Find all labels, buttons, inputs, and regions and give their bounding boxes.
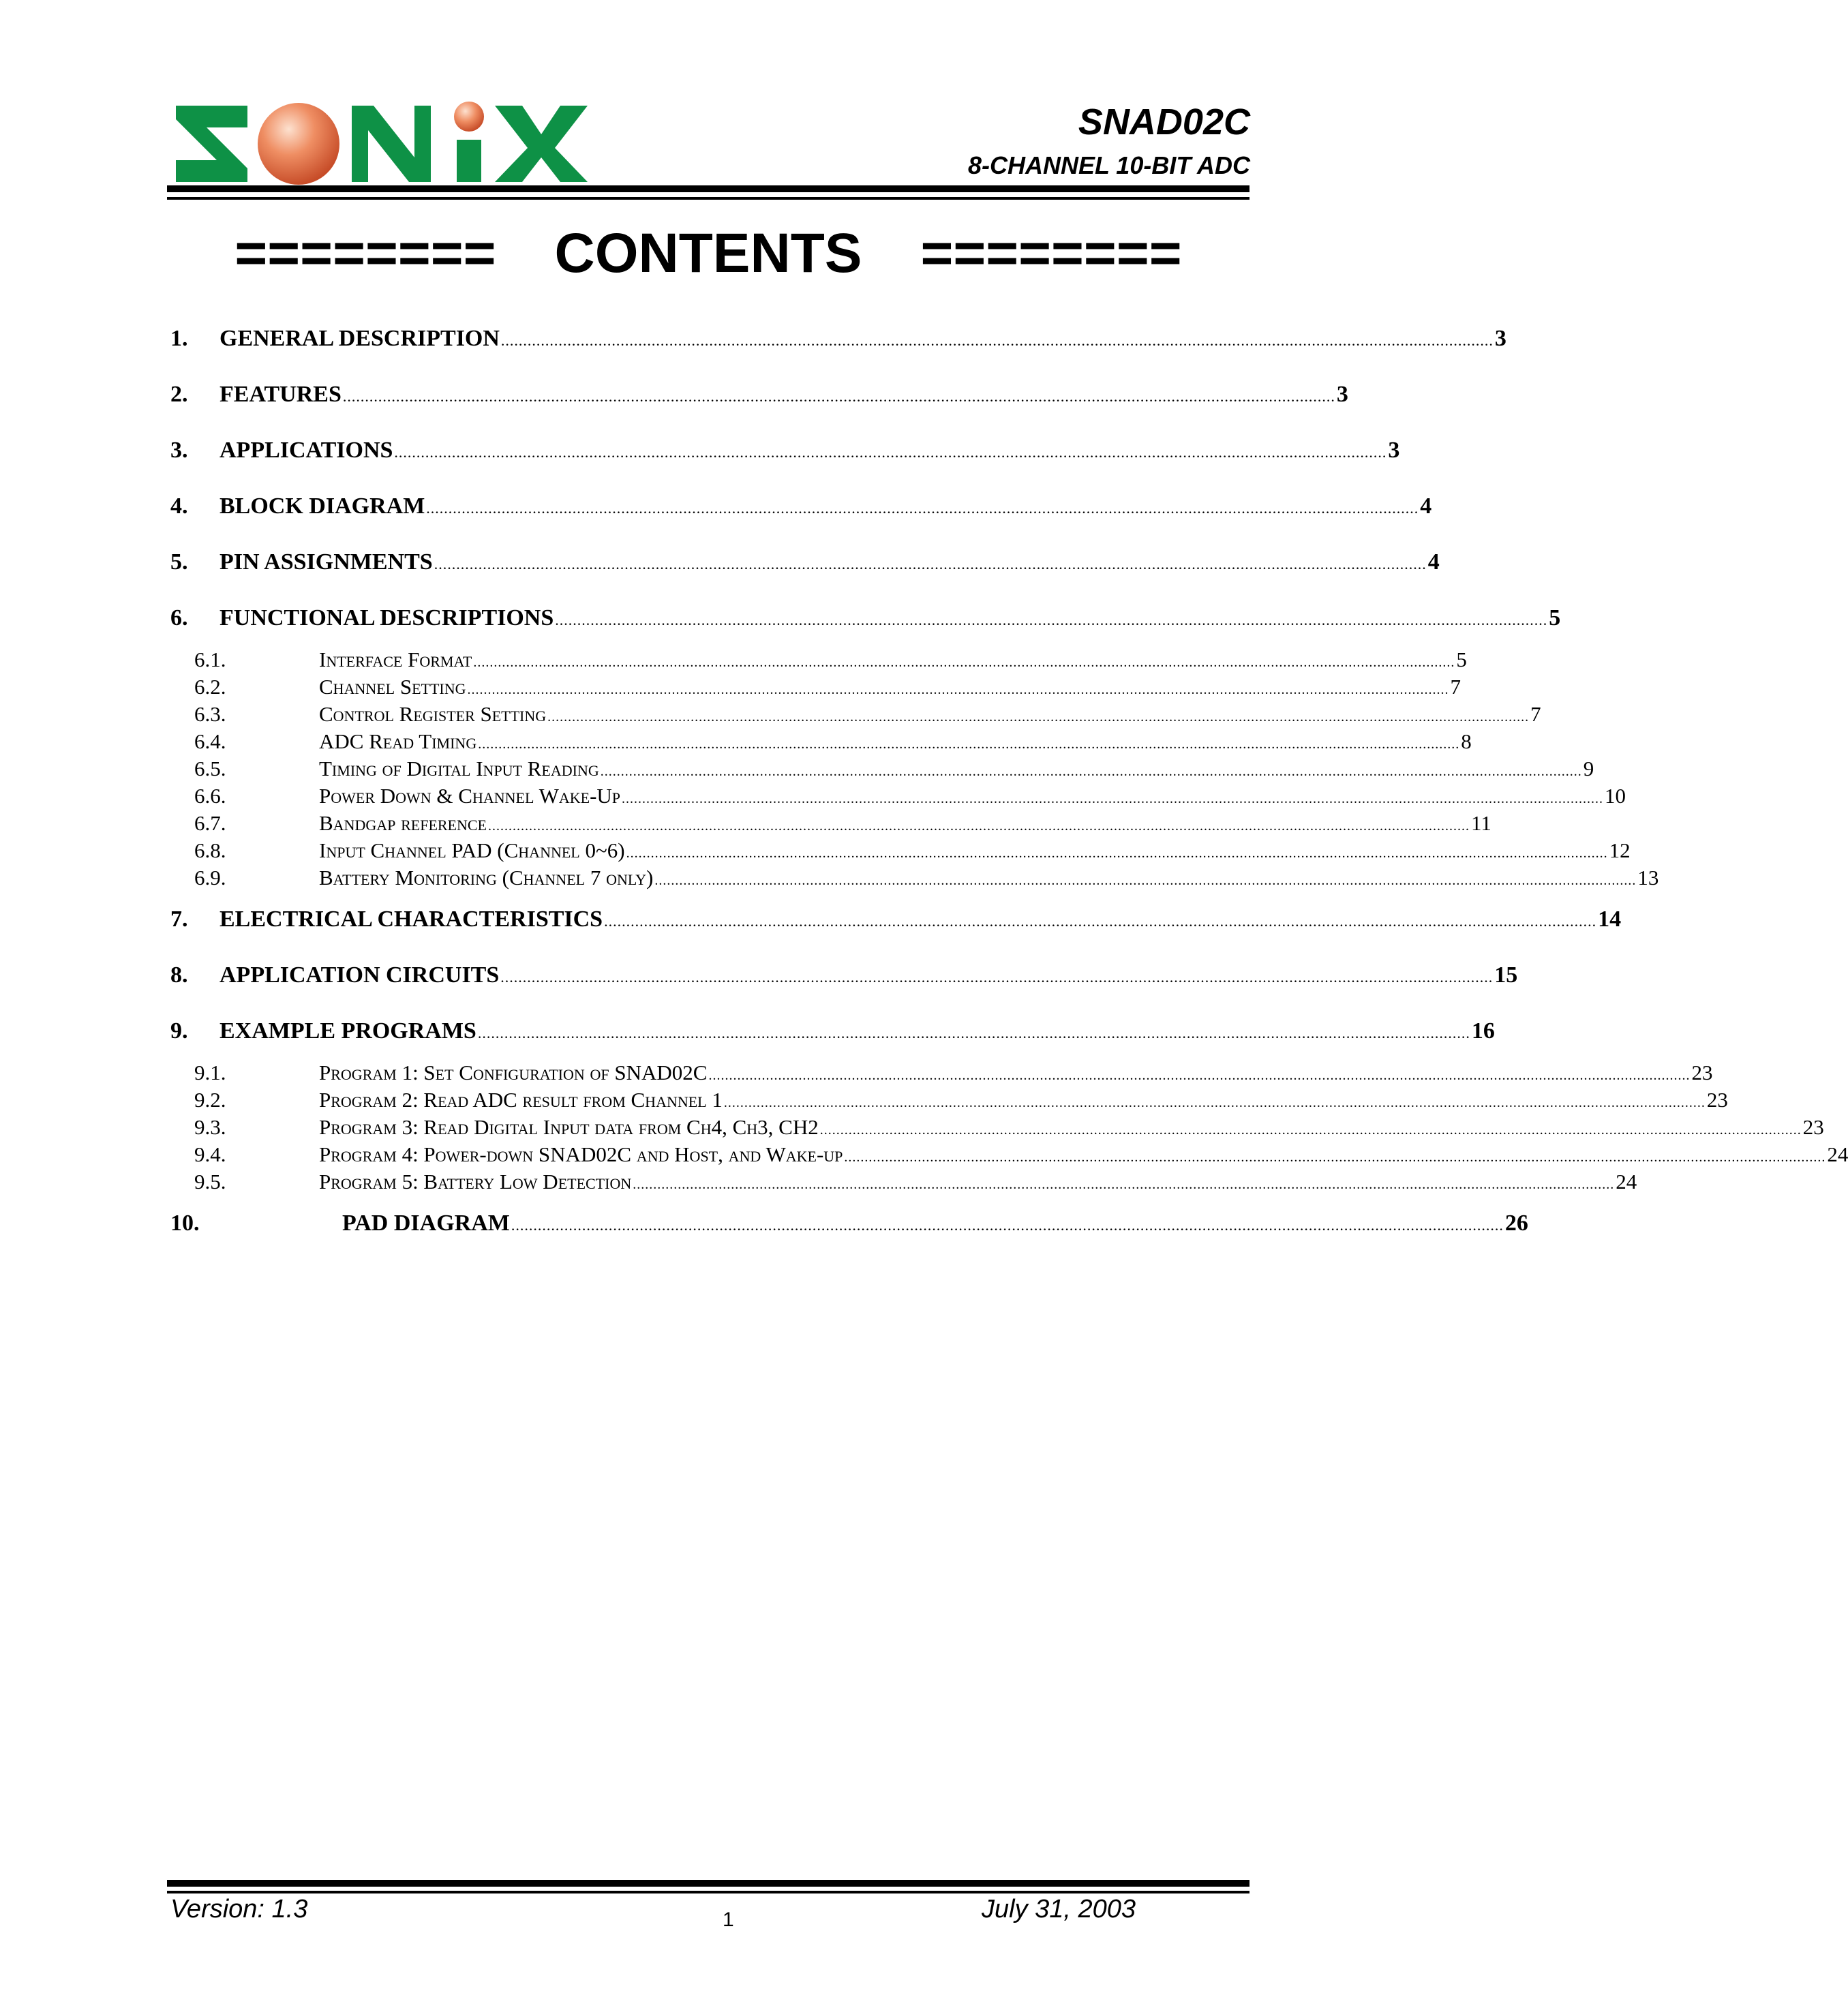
toc-page: 10 <box>1605 784 1626 808</box>
toc-page: 12 <box>1609 838 1631 862</box>
toc-page: 15 <box>1494 962 1518 988</box>
toc-leader: ................................................................................................................................................................................................................................ <box>500 969 1494 986</box>
toc-leader: ................................................................................................................................................................................................................................................ <box>478 737 1460 752</box>
toc-entry[interactable] <box>170 1018 1495 1044</box>
contents-deco-right: ======== <box>920 222 1182 284</box>
toc-subentry[interactable] <box>170 866 1659 890</box>
toc-entry[interactable] <box>170 1211 1528 1236</box>
toc-title: ELECTRICAL CHARACTERISTICS <box>219 907 603 932</box>
toc-number: 6.9. <box>194 866 226 889</box>
toc-number: 8. <box>170 962 188 988</box>
toc-title: Bandgap reference <box>319 811 487 835</box>
toc-title: FUNCTIONAL DESCRIPTIONS <box>219 605 554 630</box>
toc-entry[interactable] <box>170 326 1506 352</box>
toc-entry[interactable] <box>170 907 1622 932</box>
toc-leader: ................................................................................................................................................................................................................................................ <box>723 1095 1706 1110</box>
toc-leader: ................................................................................................................................................................................................................................................ <box>633 1177 1615 1192</box>
toc-page: 13 <box>1637 866 1659 889</box>
toc-number: 6.4. <box>194 729 226 753</box>
logo-letter-n <box>352 106 431 182</box>
toc-title: BLOCK DIAGRAM <box>219 493 425 519</box>
sonix-logo <box>169 92 592 184</box>
toc-page: 23 <box>1691 1061 1713 1084</box>
toc-page: 7 <box>1450 675 1461 699</box>
toc-title: Control Register Setting <box>319 702 547 726</box>
toc-title: Power Down & Channel Wake-Up <box>319 784 621 808</box>
toc-title: Program 1: Set Configuration of SNAD02C <box>319 1061 708 1084</box>
toc-page: 3 <box>1388 438 1400 463</box>
toc-title: PAD DIAGRAM <box>342 1211 510 1236</box>
toc-page: 11 <box>1471 811 1491 835</box>
toc-leader: ................................................................................................................................................................................................................................................ <box>547 710 1530 725</box>
toc-number: 5. <box>170 549 188 575</box>
toc-subentry[interactable] <box>170 729 1472 754</box>
toc-leader: ................................................................................................................................................................................................................................ <box>434 556 1427 573</box>
document-subtitle: 8-CHANNEL 10-BIT ADC <box>967 151 1250 179</box>
toc-subentry[interactable] <box>170 675 1461 699</box>
toc-title: Battery Monitoring (Channel 7 only) <box>319 866 654 889</box>
toc-leader: ................................................................................................................................................................................................................................ <box>604 913 1597 930</box>
toc-subentry[interactable] <box>170 784 1626 808</box>
logo-letter-i <box>454 102 484 182</box>
toc-page: 4 <box>1420 493 1432 519</box>
footer-rule-thick <box>167 1880 1249 1887</box>
toc-leader: ................................................................................................................................................................................................................................................ <box>654 873 1637 888</box>
toc-page: 4 <box>1427 549 1440 575</box>
logo-letter-x <box>495 106 588 182</box>
toc-number: 6.8. <box>194 838 226 862</box>
document-title: SNAD02C <box>1078 102 1250 142</box>
header-rule-thick <box>167 185 1249 192</box>
toc-number: 6.1. <box>194 648 226 671</box>
toc-leader: ................................................................................................................................................................................................................................................ <box>473 655 1455 670</box>
toc-entry[interactable] <box>170 382 1348 408</box>
toc-title: Program 4: Power-down SNAD02C and Host, and Wake-up <box>319 1142 843 1166</box>
toc-entry[interactable] <box>170 549 1440 575</box>
toc-page: 5 <box>1549 605 1561 630</box>
toc-title: EXAMPLE PROGRAMS <box>219 1018 476 1044</box>
toc-number: 10. <box>170 1211 200 1236</box>
toc-subentry[interactable] <box>170 838 1631 863</box>
header-rule-thin <box>167 197 1249 200</box>
toc-leader: ................................................................................................................................................................................................................................ <box>426 500 1419 517</box>
toc-title: GENERAL DESCRIPTION <box>219 326 500 351</box>
toc-title: Program 2: Read ADC result from Channel 1 <box>319 1088 723 1112</box>
toc-number: 9.2. <box>194 1088 226 1112</box>
toc-entry[interactable] <box>170 962 1518 988</box>
toc-leader: ................................................................................................................................................................................................................................................ <box>488 819 1470 834</box>
logo-letter-s <box>176 106 247 182</box>
toc-title: APPLICATIONS <box>219 438 393 463</box>
toc-number: 6.3. <box>194 702 226 726</box>
toc-number: 6.5. <box>194 757 226 780</box>
toc-number: 4. <box>170 493 188 519</box>
toc-number: 2. <box>170 382 188 407</box>
toc-subentry[interactable] <box>170 757 1594 781</box>
toc-page: 24 <box>1616 1170 1637 1193</box>
toc-subentry[interactable] <box>170 811 1491 836</box>
toc-title: PIN ASSIGNMENTS <box>219 549 433 575</box>
toc-subentry[interactable] <box>170 1115 1824 1140</box>
toc-title: Timing of Digital Input Reading <box>319 757 599 780</box>
toc-number: 6.6. <box>194 784 226 808</box>
footer-version: Version: 1.3 <box>170 1895 308 1923</box>
toc-title: APPLICATION CIRCUITS <box>219 962 500 988</box>
toc-number: 9.3. <box>194 1115 226 1139</box>
toc-subentry[interactable] <box>170 702 1541 727</box>
toc-leader: ................................................................................................................................................................................................................................................ <box>600 764 1582 779</box>
toc-number: 9. <box>170 1018 188 1044</box>
toc-entry[interactable] <box>170 493 1432 519</box>
toc-title: FEATURES <box>219 382 342 407</box>
toc-leader: ................................................................................................................................................................................................................................................ <box>626 846 1608 861</box>
toc-leader: ................................................................................................................................................................................................................................................ <box>819 1123 1802 1138</box>
toc-leader: ................................................................................................................................................................................................................................ <box>477 1024 1470 1041</box>
footer-date: July 31, 2003 <box>982 1895 1136 1923</box>
toc-page: 7 <box>1530 702 1541 726</box>
toc-leader: ................................................................................................................................................................................................................................................ <box>622 791 1604 806</box>
contents-title: CONTENTS <box>554 222 862 284</box>
toc-page: 24 <box>1827 1142 1848 1166</box>
contents-deco-left: ======== <box>234 222 496 284</box>
toc-subentry[interactable] <box>170 1170 1637 1194</box>
toc-page: 16 <box>1471 1018 1495 1044</box>
toc-page: 3 <box>1494 326 1506 351</box>
toc-number: 9.5. <box>194 1170 226 1193</box>
toc-subentry[interactable] <box>170 1088 1728 1112</box>
toc-title: ADC Read Timing <box>319 729 477 753</box>
toc-page: 14 <box>1598 907 1622 932</box>
toc-page: 5 <box>1456 648 1467 671</box>
toc-page: 3 <box>1336 382 1348 407</box>
logo-ball <box>258 103 339 185</box>
toc-entry[interactable] <box>170 438 1400 463</box>
toc-title: Interface Format <box>319 648 472 671</box>
toc-page: 23 <box>1802 1115 1824 1139</box>
toc-leader: ................................................................................................................................................................................................................................................ <box>708 1068 1691 1083</box>
toc-subentry[interactable] <box>170 648 1467 672</box>
footer-rule-thin <box>167 1891 1249 1893</box>
toc-page: 23 <box>1706 1088 1728 1112</box>
toc-leader: ................................................................................................................................................................................................................................................ <box>844 1150 1826 1165</box>
toc-entry[interactable] <box>170 605 1561 631</box>
toc-leader: ................................................................................................................................................................................................................................ <box>511 1217 1504 1234</box>
toc-title: Program 3: Read Digital Input data from Ch4, Ch3, CH2 <box>319 1115 819 1139</box>
toc-leader: ................................................................................................................................................................................................................................................ <box>467 682 1449 697</box>
toc-page: 9 <box>1583 757 1594 780</box>
contents-heading <box>167 219 1249 288</box>
toc-title: Input Channel PAD (Channel 0~6) <box>319 838 625 862</box>
toc-number: 7. <box>170 907 188 932</box>
toc-page: 26 <box>1504 1211 1528 1236</box>
toc-leader: ................................................................................................................................................................................................................................ <box>555 611 1548 628</box>
toc-leader: ................................................................................................................................................................................................................................ <box>500 332 1494 349</box>
toc-title: Channel Setting <box>319 675 466 699</box>
toc-number: 9.4. <box>194 1142 226 1166</box>
toc-number: 6.7. <box>194 811 226 835</box>
footer-page-number: 1 <box>723 1908 734 1931</box>
toc-number: 3. <box>170 438 188 463</box>
toc-leader: ................................................................................................................................................................................................................................ <box>394 444 1387 461</box>
toc-title: Program 5: Battery Low Detection <box>319 1170 632 1193</box>
toc-number: 1. <box>170 326 188 351</box>
toc-leader: ................................................................................................................................................................................................................................ <box>342 388 1335 405</box>
toc-page: 8 <box>1461 729 1472 753</box>
toc-subentry[interactable] <box>170 1061 1713 1085</box>
toc-number: 6. <box>170 605 188 630</box>
toc-number: 9.1. <box>194 1061 226 1084</box>
toc-subentry[interactable] <box>170 1142 1848 1167</box>
toc-number: 6.2. <box>194 675 226 699</box>
